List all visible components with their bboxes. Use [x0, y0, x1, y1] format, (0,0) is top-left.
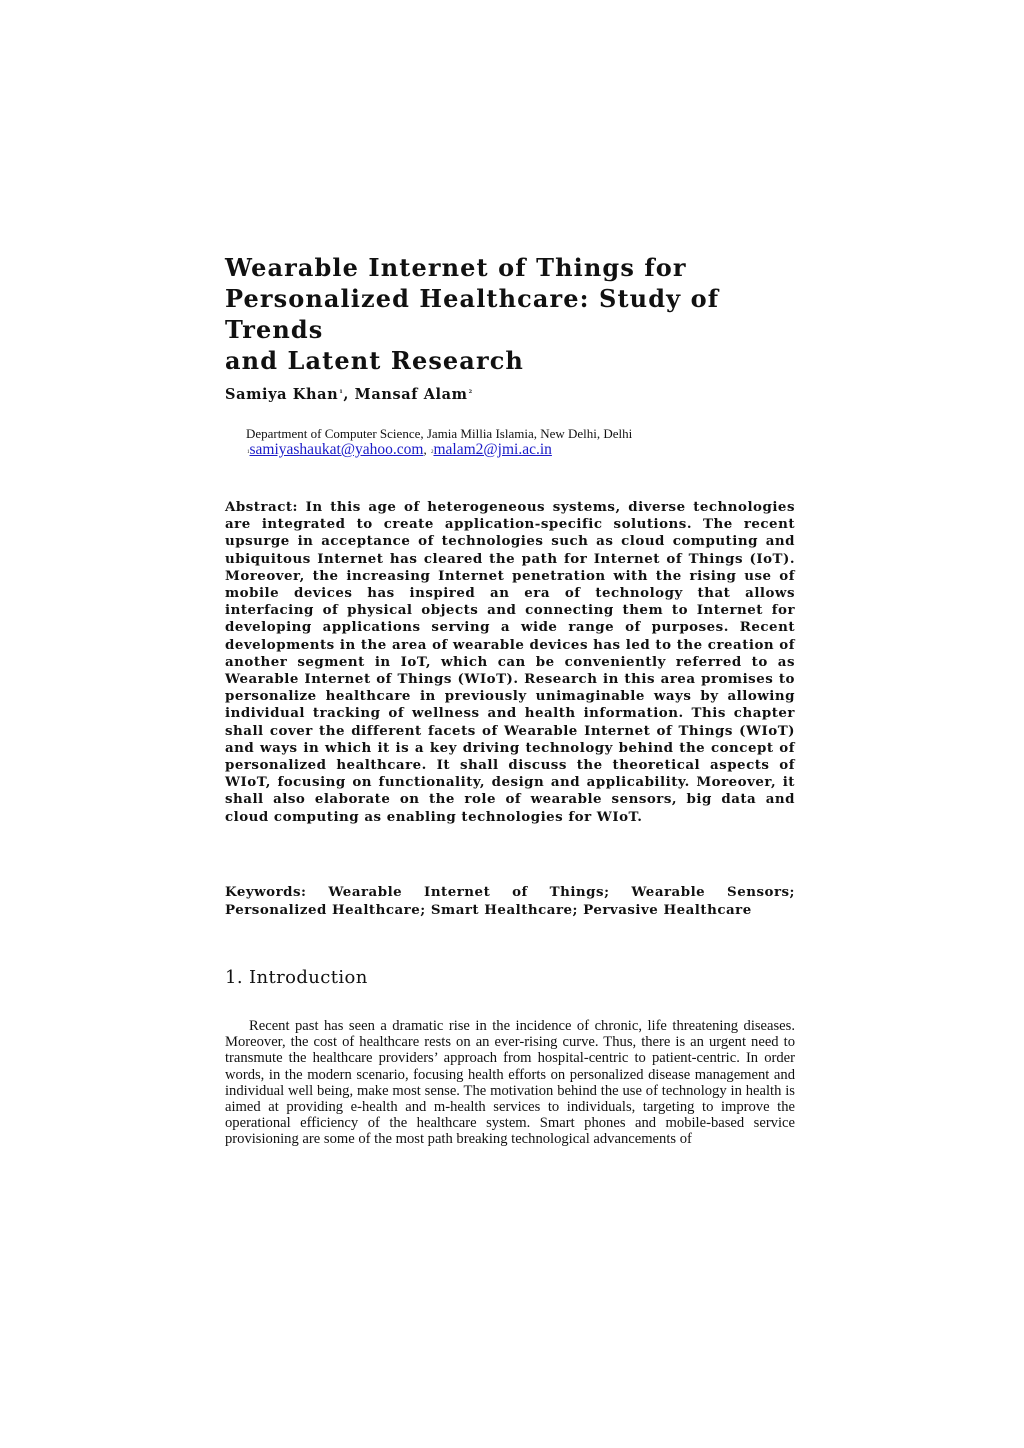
affiliation-marker: 2	[468, 389, 473, 395]
author-name: Samiya Khan	[225, 386, 339, 403]
email-marker: 2	[430, 450, 434, 455]
email-line	[246, 442, 632, 458]
author-separator: ,	[343, 386, 355, 403]
title-line: Wearable Internet of Things for	[225, 253, 687, 282]
affiliation-block	[246, 426, 632, 458]
section-heading	[225, 967, 368, 988]
section-title: Introduction	[248, 967, 368, 988]
author-list	[225, 386, 473, 403]
introduction-paragraph: Recent past has seen a dramatic rise in the incidence of chronic, life threatening diseases. Moreover, the cost of healthcare rests on an ever-rising curve. Thus, there is an urgent need to transmute the healthcare providers’ approach from hospital-centric to patient-centric. In order words, in the modern scenario, focusing health efforts on personalized disease management and individual well being, make most sense. The motivation behind the use of technology in health is aimed at providing e-health and m-health services to individuals, targeting to improve the operational efficiency of the healthcare system. Smart phones and mobile-based service provisioning are some of the most path breaking technological advancements of	[225, 1018, 795, 1148]
title-line: and Latent Research	[225, 346, 524, 375]
title-line: Personalized Healthcare: Study of Trends	[225, 284, 720, 344]
email-separator: ,	[423, 442, 430, 457]
author-name: Mansaf Alam	[354, 386, 468, 403]
keywords: Keywords: Wearable Internet of Things; Wearable Sensors; Personalized Healthcare; Smart Healthcare; Pervasive Healthcare	[225, 884, 795, 918]
email-link-author2[interactable]: malam2@jmi.ac.in	[433, 441, 552, 458]
email-marker: 1	[247, 450, 250, 455]
affiliation-marker: 1	[339, 389, 344, 395]
section-number: 1.	[225, 967, 243, 988]
email-link-author1[interactable]: samiyashaukat@yahoo.com	[249, 441, 424, 458]
abstract: Abstract: In this age of heterogeneous systems, diverse technologies are integrated to create application-specific solutions. The recent upsurge in acceptance of technologies such as cloud computing and ubiquitous Internet has cleared the path for Internet of Things (IoT). Moreover, the increasing Internet penetration with the rising use of mobile devices has inspired an era of technology that allows interfacing of physical objects and connecting them to Internet for developing applications serving a wide range of purposes. Recent developments in the area of wearable devices has led to the creation of another segment in IoT, which can be conveniently referred to as Wearable Internet of Things (WIoT). Research in this area promises to personalize healthcare in previously unimaginable ways by allowing individual tracking of wellness and health information. This chapter shall cover the different facets of Wearable Internet of Things (WIoT) and ways in which it is a key driving technology behind the concept of personalized healthcare. It shall discuss the theoretical aspects of WIoT, focusing on functionality, design and applicability. Moreover, it shall also elaborate on the role of wearable sensors, big data and cloud computing as enabling technologies for WIoT.	[225, 499, 795, 825]
paper-title	[225, 252, 825, 376]
department-line: Department of Computer Science, Jamia Millia Islamia, New Delhi, Delhi	[246, 426, 633, 441]
